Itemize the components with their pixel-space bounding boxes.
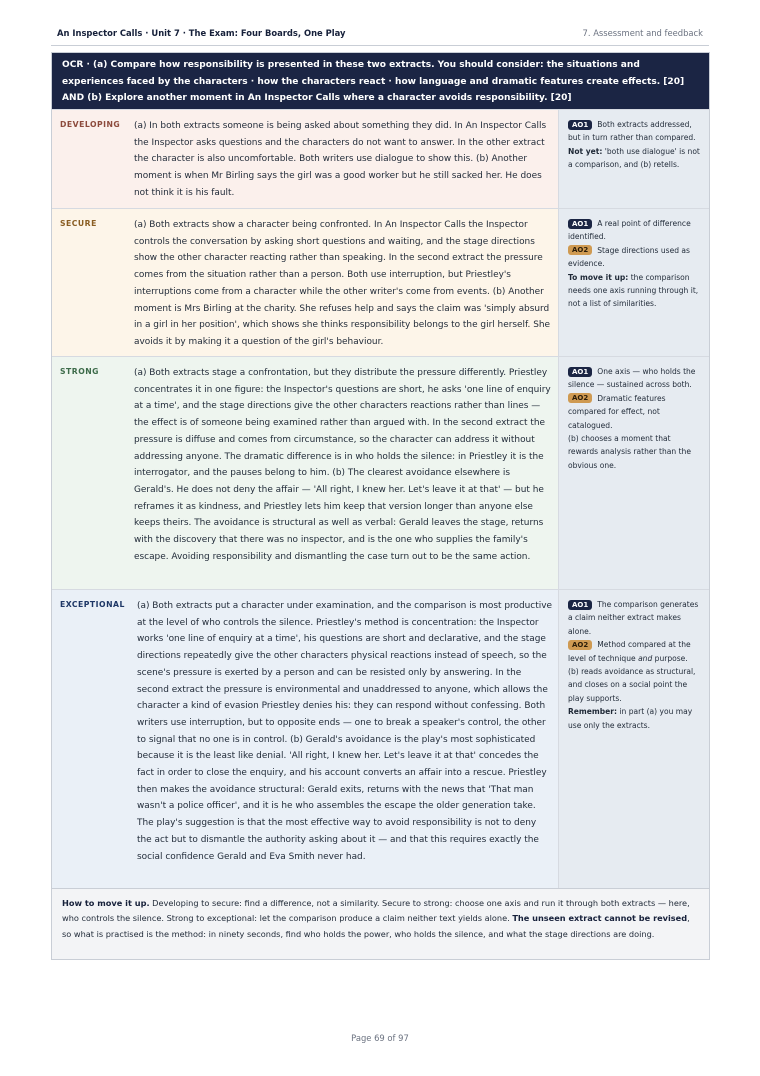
band-label: EXCEPTIONAL (60, 600, 125, 609)
note-line (568, 145, 703, 172)
note-lead: Remember: (568, 707, 618, 717)
ao2-badge: AO2 (568, 640, 592, 650)
page-number: Page 69 of 97 (351, 1033, 409, 1043)
band-developing (52, 109, 709, 208)
footer-text: , so what is practised is the method: in ninety seconds, find who holds the power, who holds the silence, and what the stage directions are doing. (62, 913, 690, 939)
note-line (568, 705, 703, 732)
ao1-badge: AO1 (568, 600, 592, 610)
note-text: Stage directions used as evidence. (568, 245, 690, 269)
note-line (568, 244, 703, 271)
note-lead: To move it up: (568, 272, 629, 282)
footer-emphasis: The unseen extract cannot be revised (512, 913, 688, 924)
ao1-badge: AO1 (568, 219, 592, 229)
note-text: the comparison needs one axis running through it, not a list of similarities. (568, 272, 699, 309)
exam-question: OCR · (a) Compare how responsibility is presented in these two extracts. You should consider: the situations and experiences faced by the characters · how the characters react · how language and dramatic features create effects. [20] AND (b) Explore another moment in An Inspector Calls where a character avoids responsibility. [20] (52, 53, 709, 109)
note-text: The comparison generates a claim neither extract makes alone. (568, 600, 699, 636)
note-text: Dramatic features compared for effect, not catalogued. (568, 393, 666, 430)
note-line (568, 271, 703, 311)
band-notes (558, 590, 709, 888)
note-text: in part (a) you may use only the extracts. (568, 707, 693, 730)
note-line: (b) reads avoidance as structural, and closes on a social point the play supports. (568, 667, 696, 703)
note-text: One axis — who holds the silence — sustained across both. (568, 367, 696, 390)
move-it-up-box (52, 888, 709, 959)
note-line (568, 638, 703, 665)
band-notes (558, 209, 709, 356)
band-secure (52, 208, 709, 356)
band-notes (558, 110, 709, 208)
note-text: purpose. (652, 653, 688, 663)
note-line (568, 392, 703, 432)
note-line: (b) chooses a moment that rewards analysis rather than the obvious one. (568, 434, 691, 470)
note-emphasis: and (638, 653, 653, 663)
band-label: DEVELOPING (60, 120, 121, 129)
footer-lead: How to move it up. (62, 898, 150, 908)
band-answer: (a) Both extracts put a character under examination, and the comparison is most productive at the level of who controls the silence. Priestley's method is concentration: the Inspector works 'one line of enquiry at a time', his questions are short and declarative, and the stage directions repeatedly give the other characters physical reactions instead of speech, so the scene's pressure is exerted by a person and can be resisted only by answering. In the second extract the pressure is environmental and unaddressed to anyone, which allows the character a kind of evasion Priestley denies his: they can respond without confessing. Both writers use interruption, but to opposite ends — one to break a speaker's control, the other to signal that no one is in control. (b) Gerald's avoidance is the play's most sophisticated because it is the least like denial. 'All right, I knew her. Let's leave it at that' concedes the fact in order to close the enquiry, and his account converts an affair into a rescue. Priestley then makes the avoidance structural: Gerald exits, returns with the news that 'That man wasn't a police officer', and it is he who assembles the escape the older generation take. The play's suggestion is that the most effective way to avoid responsibility is not to deny the act but to dismantle the authority asking about it — and that this requires exactly the social confidence Gerald and Eva Smith never had. (137, 601, 552, 862)
band-exceptional (52, 589, 709, 888)
ao2-badge: AO2 (568, 393, 592, 403)
note-text: Both extracts addressed, but in turn rather than compared. (568, 120, 696, 143)
band-answer: (a) Both extracts stage a confrontation, but they distribute the pressure differently. Priestley concentrates it in one figure: the Inspector's questions are short, he asks 'one line of enquiry at a time', and the stage directions give the other characters reactions rather than lines — the effect is of someone being examined rather than argued with. In the second extract the pressure is diffuse and comes from circumstance, so the character can address it without addressing anyone. The dramatic difference is in who holds the silence: in Priestley it is the interrogator, and the pauses belong to him. (b) The clearest avoidance elsewhere is Gerald's. He does not deny the affair — 'All right, I knew her. Let's leave it at that' — but he reframes it as kindness, and Priestley lets him keep that version longer than anyone else keeps theirs. The avoidance is structural as well as verbal: Gerald leaves the stage, returns with the discovery that there was no inspector, and is the one who supplies the family's escape. Avoiding responsibility and dismantling the case turn out to be the same action. (134, 368, 551, 562)
ao1-badge: AO1 (568, 120, 592, 130)
ao1-badge: AO1 (568, 367, 592, 377)
header-rule (51, 45, 709, 46)
marking-grid (51, 52, 710, 960)
running-header-title: An Inspector Calls · Unit 7 · The Exam: Four Boards, One Play (57, 28, 346, 38)
note-text: A real point of difference identified. (568, 219, 691, 242)
band-strong (52, 356, 709, 589)
footer-text: Developing to secure: find a difference, not a similarity. Secure to strong: choose one axis and run it through both extracts — here, who controls the silence. Strong to exceptional: let the comparison produce a claim neither text yields alone. (62, 898, 690, 924)
ao2-badge: AO2 (568, 245, 592, 255)
note-text: Method compared at the level of technique (568, 640, 691, 663)
band-answer: (a) In both extracts someone is being asked about something they did. In An Inspector Calls the Inspector asks questions and the characters do not want to answer. In the other extract the character is also uncomfortable. Both writers use dialogue to show this. (b) Another moment is when Mr Birling says the girl was a good worker but he still sacked her. He does not think it is his fault. (134, 121, 547, 198)
note-lead: Not yet: (568, 146, 603, 156)
running-header-section: 7. Assessment and feedback (582, 28, 703, 38)
running-header (57, 28, 703, 42)
band-label: SECURE (60, 219, 97, 228)
band-answer: (a) Both extracts show a character being confronted. In An Inspector Calls the Inspector controls the conversation by asking short questions and waiting, and the stage directions show the other character reacting rather than speaking. In the second extract the pressure comes from the situation rather than a person. Both use interruption, but Priestley's interruptions come from a character while the other writer's come from events. (b) Another moment is Mrs Birling at the charity. She refuses help and says the claim was 'simply absurd in a girl in her position', which shows she thinks responsibility belongs to the girl herself. She avoids it by making it a question of the girl's behaviour. (134, 220, 551, 347)
band-label: STRONG (60, 367, 99, 376)
note-text: 'both use dialogue' is not a comparison, and (b) retells. (568, 146, 700, 170)
band-notes (558, 357, 709, 589)
